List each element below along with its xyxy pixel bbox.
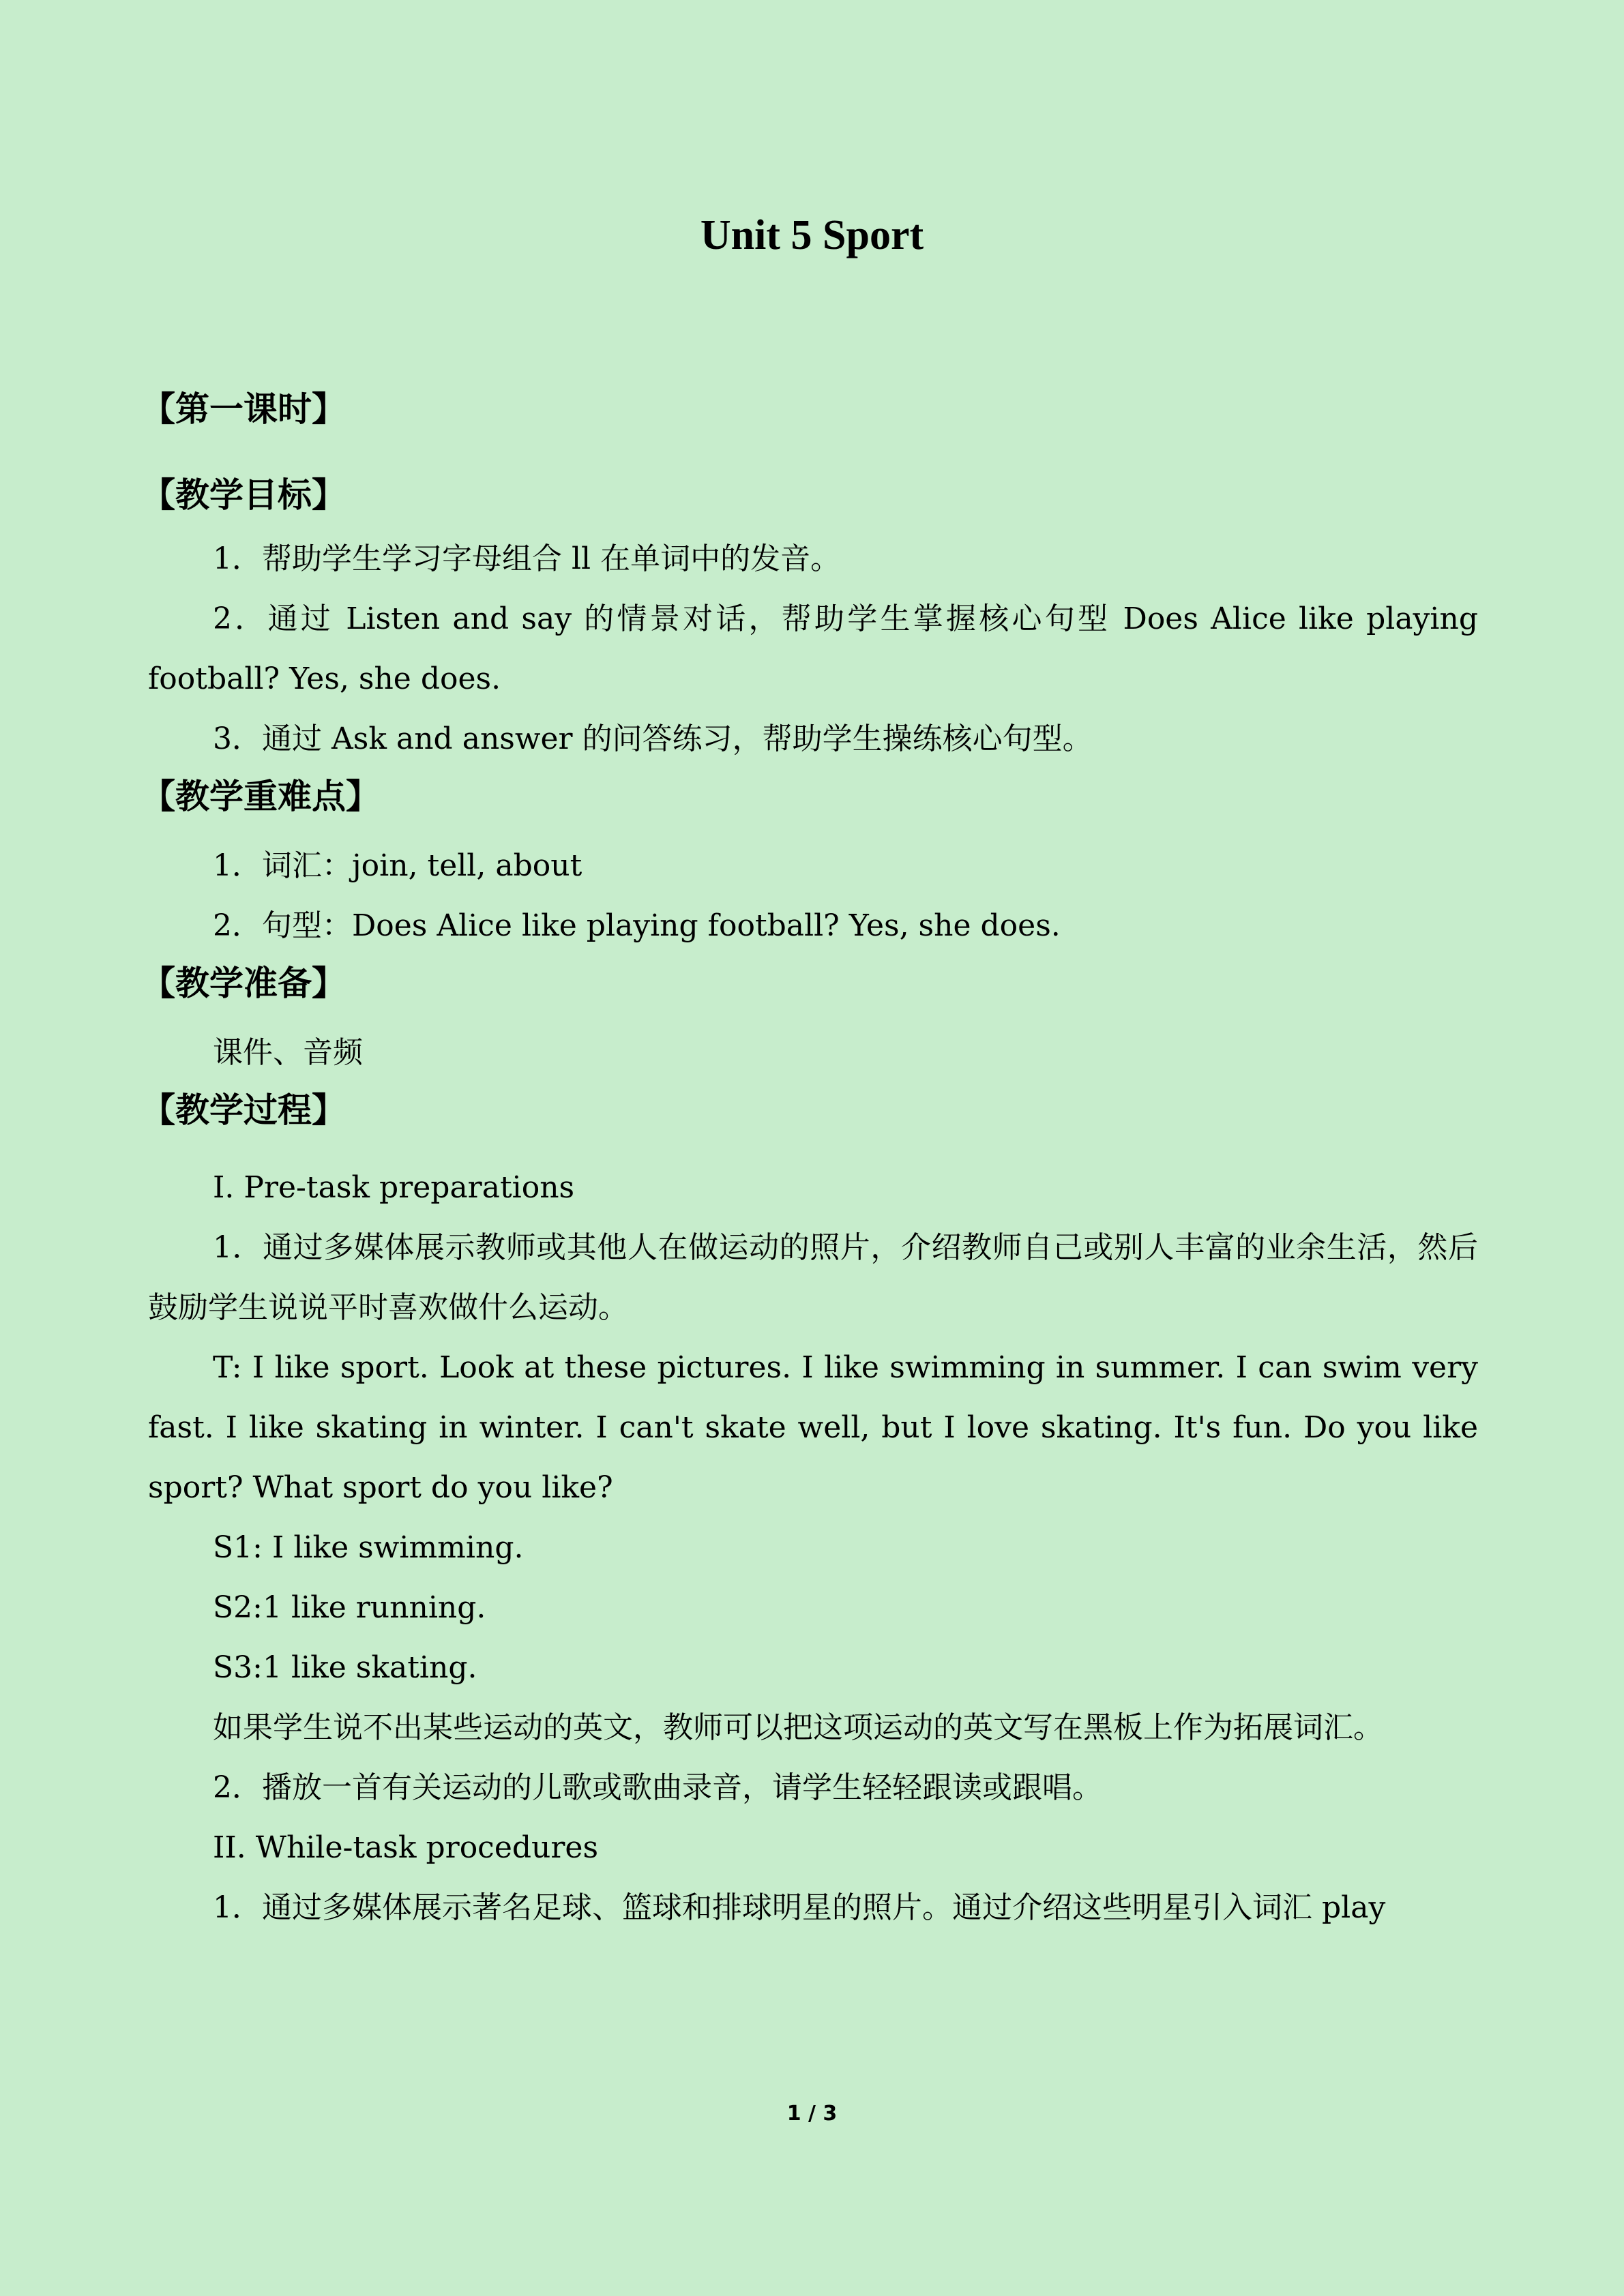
process-paragraph: 1．通过多媒体展示著名足球、篮球和排球明星的照片。通过介绍这些明星引入词汇 play <box>213 1890 1386 1925</box>
document-body <box>141 382 1478 1938</box>
preparation-heading: 【教学准备】 <box>141 964 346 1003</box>
process-paragraph: S1: I like swimming. <box>213 1530 524 1565</box>
page-number: 1 / 3 <box>786 2102 838 2126</box>
key-point-item: 2．句型：Does Alice like playing football? Yes, she does. <box>213 908 1061 943</box>
key-points-heading: 【教学重难点】 <box>141 777 380 816</box>
objectives-heading: 【教学目标】 <box>141 475 346 515</box>
process-paragraph: T: I like sport. Look at these pictures. I like swimming in summer. I can swim very fast. I like skating in winter. I can't skate well, but I love skating. It's fun. Do you like sport? What sport do you like? <box>148 1350 1478 1505</box>
process-paragraph: S3:1 like skating. <box>213 1650 477 1685</box>
process-paragraph: 如果学生说不出某些运动的英文，教师可以把这项运动的英文写在黑板上作为拓展词汇。 <box>213 1710 1383 1745</box>
key-point-item: 1．词汇：join, tell, about <box>213 848 582 883</box>
process-paragraph: 1．通过多媒体展示教师或其他人在做运动的照片，介绍教师自己或别人丰富的业余生活，然后鼓励学生说说平时喜欢做什么运动。 <box>148 1230 1478 1325</box>
process-paragraph: S2:1 like running. <box>213 1590 486 1625</box>
process-heading: 【教学过程】 <box>141 1090 346 1130</box>
preparation-text: 课件、音频 <box>213 1035 363 1070</box>
process-paragraph: II. While-task procedures <box>213 1830 599 1865</box>
process-paragraph: 2．播放一首有关运动的儿歌或歌曲录音，请学生轻轻跟读或跟唱。 <box>213 1770 1102 1805</box>
lesson-heading: 【第一课时】 <box>141 389 346 429</box>
process-paragraph: I. Pre-task preparations <box>213 1170 575 1205</box>
objective-item: 2．通过 Listen and say 的情景对话，帮助学生掌握核心句型 Does Alice like playing football? Yes, she does. <box>148 601 1478 696</box>
objective-item: 3．通过 Ask and answer 的问答练习，帮助学生操练核心句型。 <box>213 721 1093 756</box>
document-title: Unit 5 Sport <box>700 212 924 258</box>
objective-item: 1．帮助学生学习字母组合 ll 在单词中的发音。 <box>213 541 841 576</box>
